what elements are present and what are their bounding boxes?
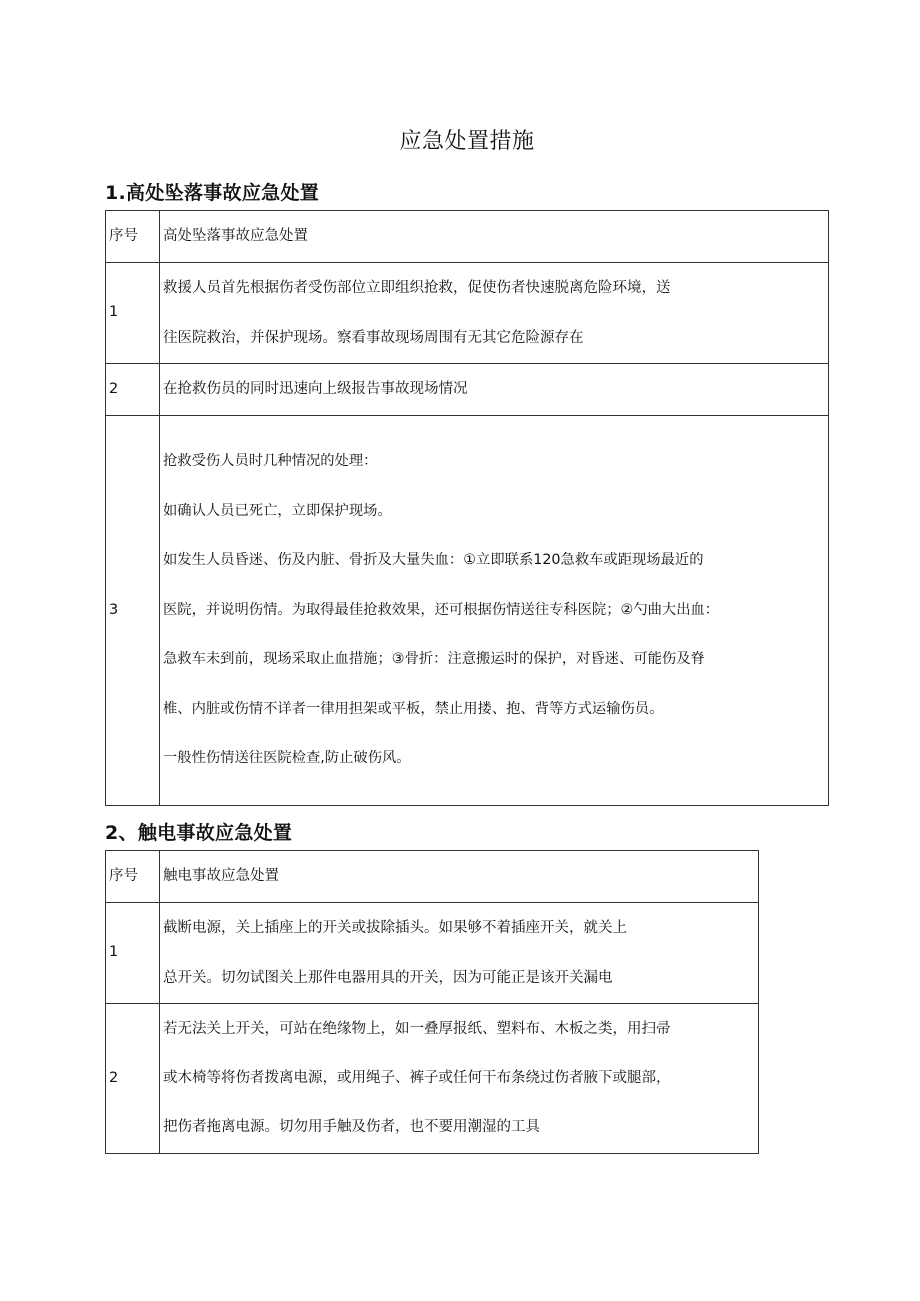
table-row <box>106 903 759 1004</box>
content-line: 如发生人员昏迷、伤及内脏、骨折及大量失血：①立即联系120急救车或距现场最近的 <box>163 552 704 569</box>
content-line: 如确认人员已死亡，立即保护现场。 <box>163 502 392 519</box>
content-line: 抢救受伤人员时几种情况的处理： <box>163 453 378 470</box>
header-label-cell: 高处坠落事故应急处置 <box>160 211 829 263</box>
content-line: 截断电源，关上插座上的开关或拔除插头。如果够不着插座开关，就关上 <box>163 920 627 936</box>
row-content-cell <box>160 416 829 806</box>
document-title: 应急处置措施 <box>399 129 535 154</box>
section-1-heading: 1.高处坠落事故应急处置 <box>105 182 320 204</box>
content-line: 医院，并说明伤情。为取得最佳抢救效果，还可根据伤情送往专科医院；②勺曲大出血： <box>163 601 720 618</box>
content-line: 一般性伤情送往医院检查,防止破伤风。 <box>163 750 411 767</box>
row-content-cell <box>160 364 829 416</box>
table-row <box>106 416 829 806</box>
content-line: 把伤者拖离电源。切勿用手触及伤者，也不要用潮湿的工具 <box>163 1119 540 1135</box>
content-line: 总开关。切勿试图关上那件电器用具的开关，因为可能正是该开关漏电 <box>163 970 613 986</box>
row-content-cell <box>160 263 829 364</box>
section-2-table <box>105 850 759 1154</box>
content-line: 救援人员首先根据伤者受伤部位立即组织抢救，促使伤者快速脱离危险环境，送 <box>163 280 671 296</box>
row-content-cell <box>160 903 759 1004</box>
table-row <box>106 364 829 416</box>
row-index-cell: 1 <box>106 903 160 1004</box>
content-line: 急救车未到前，现场采取止血措施；③骨折：注意搬运时的保护，对昏迷、可能伤及脊 <box>163 651 705 668</box>
row-index-cell: 2 <box>106 1004 160 1154</box>
table-row <box>106 1004 759 1154</box>
content-line: 在抢救伤员的同时迅速向上级报告事故现场情况 <box>163 380 468 397</box>
section-2-heading: 2、触电事故应急处置 <box>105 822 293 844</box>
row-index-cell: 2 <box>106 364 160 416</box>
content-line: 或木椅等将伤者拨离电源，或用绳子、裤子或任何干布条绕过伤者腋下或腿部， <box>163 1070 671 1086</box>
table-row <box>106 263 829 364</box>
content-line: 椎、内脏或伤情不详者一律用担架或平板，禁止用搂、抱、背等方式运输伤员。 <box>163 700 664 717</box>
table-header-row <box>106 211 829 263</box>
header-label-cell: 触电事故应急处置 <box>160 851 759 903</box>
header-index-cell: 序号 <box>106 211 160 263</box>
row-index-cell: 1 <box>106 263 160 364</box>
section-1-table <box>105 210 829 806</box>
row-index-cell: 3 <box>106 416 160 806</box>
row-content-cell <box>160 1004 759 1154</box>
content-line: 往医院救治，并保护现场。察看事故现场周围有无其它危险源存在 <box>163 330 584 346</box>
table-header-row <box>106 851 759 903</box>
header-index-cell: 序号 <box>106 851 160 903</box>
content-line: 若无法关上开关，可站在绝缘物上，如一叠厚报纸、塑料布、木板之类，用扫帚 <box>163 1021 671 1037</box>
